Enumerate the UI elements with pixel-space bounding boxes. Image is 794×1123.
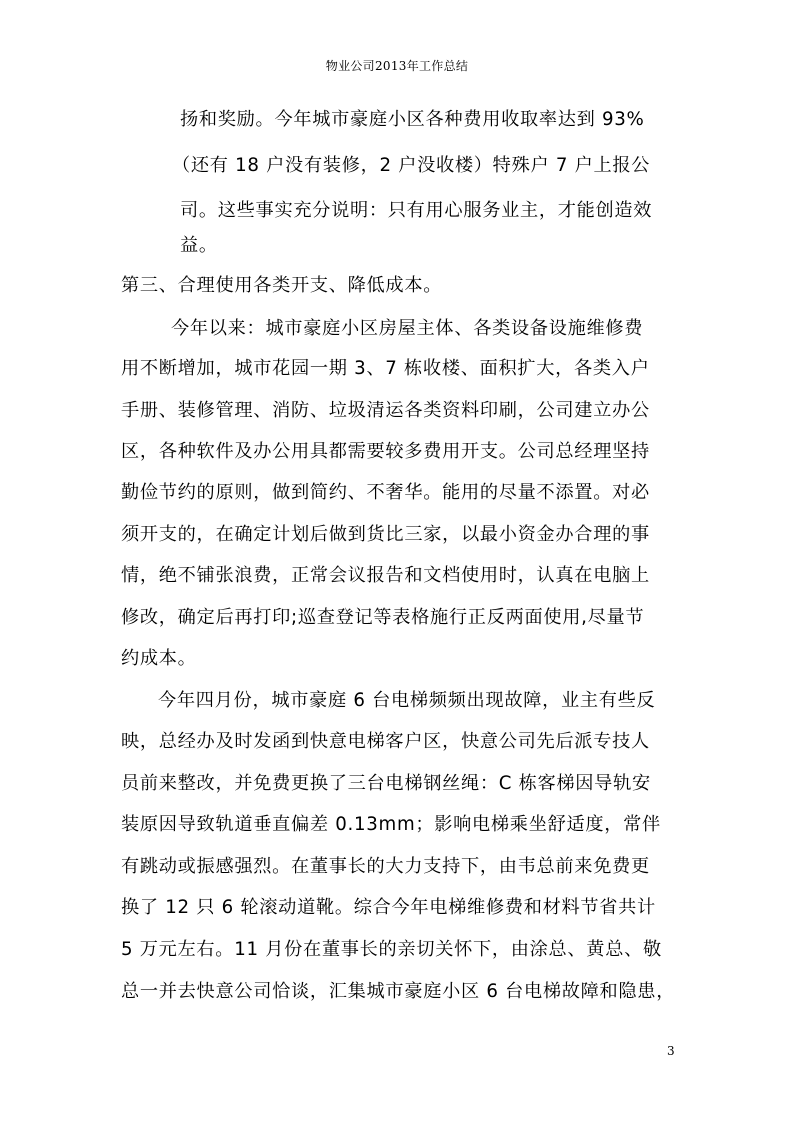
text-line: 益。 [180, 235, 218, 256]
text-line: 今年四月份，城市豪庭 6 台电梯频频出现故障，业主有些反 [158, 690, 656, 711]
text-line: 总一并去快意公司恰谈，汇集城市豪庭小区 6 台电梯故障和隐患， [121, 981, 676, 1002]
text-line: 有跳动或振感强烈。在董事长的大力支持下，由韦总前来免费更 [121, 856, 650, 877]
text-line: 修改，确定后再打印;巡查登记等表格施行正反两面使用,尽量节 [121, 607, 645, 628]
text-line: 司。这些事实充分说明：只有用心服务业主，才能创造效 [180, 200, 653, 221]
text-line: 5 万元左右。11 月份在董事长的亲切关怀下，由涂总、黄总、敬 [121, 939, 662, 960]
text-line: 用不断增加，城市花园一期 3、7 栋收楼、面积扩大，各类入户 [121, 358, 650, 379]
text-line: 今年以来：城市豪庭小区房屋主体、各类设备设施维修费 [171, 318, 644, 339]
text-line: （还有 18 户没有装修，2 户没收楼）特殊户 7 户上报公 [172, 155, 651, 176]
text-line: 情，绝不铺张浪费，正常会议报告和文档使用时，认真在电脑上 [121, 565, 650, 586]
text-line: 扬和奖励。今年城市豪庭小区各种费用收取率达到 93% [180, 109, 645, 130]
section-heading: 第三、合理使用各类开支、降低成本。 [121, 275, 443, 296]
text-line: 换了 12 只 6 轮滚动道靴。综合今年电梯维修费和材料节省共计 [121, 897, 656, 918]
text-line: 约成本。 [121, 648, 197, 669]
text-line: 勤俭节约的原则，做到简约、不奢华。能用的尽量不添置。对必 [121, 482, 650, 503]
text-line: 员前来整改，并免费更换了三台电梯钢丝绳：C 栋客梯因导轨安 [121, 773, 651, 794]
text-line: 装原因导致轨道垂直偏差 0.13mm；影响电梯乘坐舒适度，常伴 [121, 814, 661, 835]
text-line: 区，各种软件及办公用具都需要较多费用开支。公司总经理坚持 [121, 441, 650, 462]
text-line: 手册、装修管理、消防、垃圾清运各类资料印刷，公司建立办公 [121, 400, 650, 421]
page-number: 3 [667, 1044, 675, 1058]
text-line: 须开支的，在确定计划后做到货比三家，以最小资金办合理的事 [121, 524, 650, 545]
text-line: 映，总经办及时发函到快意电梯客户区，快意公司先后派专技人 [121, 731, 650, 752]
page-header: 物业公司2013年工作总结 [325, 59, 469, 73]
